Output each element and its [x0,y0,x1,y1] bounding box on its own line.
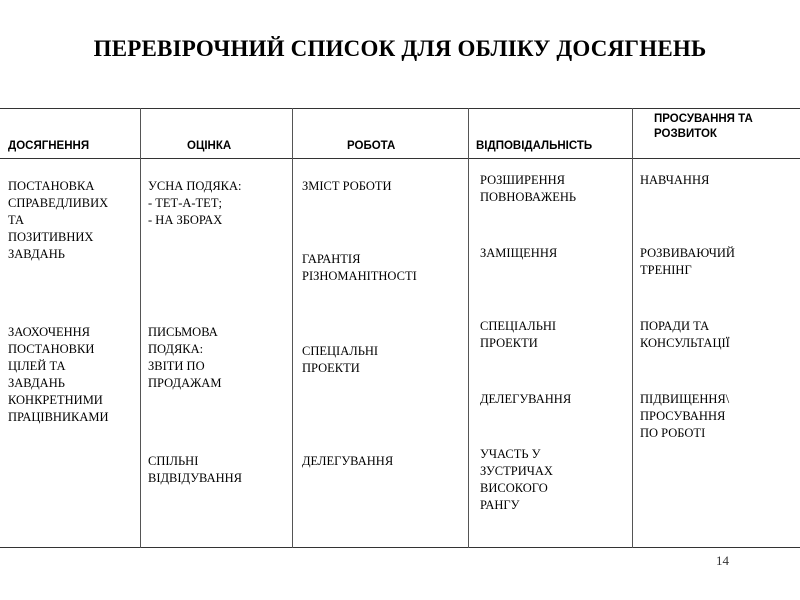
achievement-item: ПОСТАНОВКА СПРАВЕДЛИВИХ ТА ПОЗИТИВНИХ ЗАВДАНЬ [8,179,109,261]
header-responsibility: ВІДПОВІДАЛЬНІСТЬ [476,140,593,152]
achievements-table [0,108,800,548]
responsibility-item: СПЕЦІАЛЬНІ ПРОЕКТИ [480,319,557,350]
assessment-item: УСНА ПОДЯКА: - ТЕТ-А-ТЕТ; - НА ЗБОРАХ [148,179,242,227]
assessment-item: ПИСЬМОВА ПОДЯКА: ЗВІТИ ПО ПРОДАЖАМ [148,325,222,390]
responsibility-item: ЗАМІЩЕННЯ [480,246,558,260]
promotion-item: НАВЧАННЯ [640,173,710,187]
work-item: ЗМІСТ РОБОТИ [302,179,392,193]
responsibility-item: УЧАСТЬ У ЗУСТРИЧАХ ВИСОКОГО РАНГУ [480,447,553,512]
header-work: РОБОТА [347,140,396,152]
table-top-border [0,108,800,109]
header-bottom-border [0,158,800,159]
slide-title: ПЕРЕВІРОЧНИЙ СПИСОК ДЛЯ ОБЛІКУ ДОСЯГНЕНЬ [93,36,707,61]
promotion-item: ПОРАДИ ТА КОНСУЛЬТАЦІЇ [640,319,730,350]
page-number: 14 [716,553,729,568]
responsibility-item: ДЕЛЕГУВАННЯ [480,392,572,406]
promotion-item: РОЗВИВАЮЧИЙ ТРЕНІНГ [640,246,735,277]
assessment-item: СПІЛЬНІ ВІДВІДУВАННЯ [148,454,243,485]
column-divider [292,108,293,548]
work-item: СПЕЦІАЛЬНІ ПРОЕКТИ [302,344,379,375]
work-item: ДЕЛЕГУВАННЯ [302,454,394,468]
header-promotion-development: ПРОСУВАННЯ ТА РОЗВИТОК [654,113,753,140]
promotion-item: ПІДВИЩЕННЯ\ ПРОСУВАННЯ ПО РОБОТІ [640,392,730,440]
column-divider [632,108,633,548]
header-assessment: ОЦІНКА [187,140,232,152]
work-item: ГАРАНТІЯ РІЗНОМАНІТНОСТІ [302,252,417,283]
column-divider [468,108,469,548]
responsibility-item: РОЗШИРЕННЯ ПОВНОВАЖЕНЬ [480,173,577,204]
column-divider [140,108,141,548]
table-bottom-border [0,547,800,548]
header-achievements: ДОСЯГНЕННЯ [8,140,90,152]
achievement-item: ЗАОХОЧЕННЯ ПОСТАНОВКИ ЦІЛЕЙ ТА ЗАВДАНЬ КОНКРЕТНИМИ ПРАЦІВНИКАМИ [8,325,109,424]
